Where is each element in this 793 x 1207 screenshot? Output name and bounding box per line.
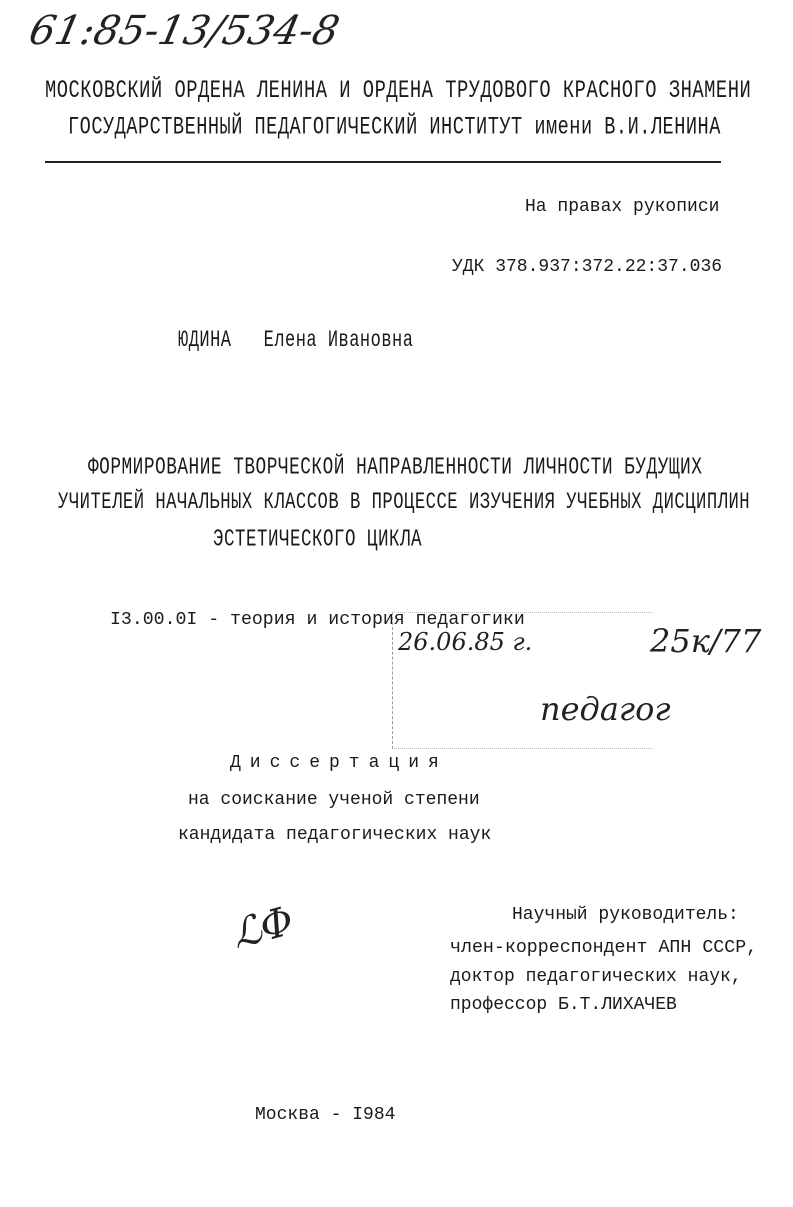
institution-line-2: ГОСУДАРСТВЕННЫЙ ПЕДАГОГИЧЕСКИЙ ИНСТИТУТ имени В.И.ЛЕНИНА [68,113,721,142]
supervisor-line-2: доктор педагогических наук, [450,967,742,987]
udk-code: УДК 378.937:372.22:37.036 [452,257,723,277]
stamp-date: 26.06.85 г. [398,628,533,656]
title-line-2: УЧИТЕЛЕЙ НАЧАЛЬНЫХ КЛАССОВ В ПРОЦЕССЕ ИЗУЧЕНИЯ УЧЕБНЫХ ДИСЦИПЛИН [58,490,751,517]
supervisor-label: Научный руководитель: [512,905,739,925]
header-divider [45,161,721,163]
title-line-3: ЭСТЕТИЧЕСКОГО ЦИКЛА [213,526,423,554]
stamp-department: педагог [540,690,671,728]
degree-line-3: кандидата педагогических наук [178,825,492,845]
institution-line-1: МОСКОВСКИЙ ОРДЕНА ЛЕНИНА И ОРДЕНА ТРУДОВОГО КРАСНОГО ЗНАМЕНИ [45,75,752,105]
title-line-1: ФОРМИРОВАНИЕ ТВОРЧЕСКОЙ НАПРАВЛЕННОСТИ ЛИЧНОСТИ БУДУЩИХ [88,454,703,482]
archive-code: 61:85-13/534-8 [25,8,344,54]
place-year: Москва - I984 [255,1105,396,1125]
degree-line-2: на соискание ученой степени [188,790,480,810]
degree-type: Диссертация [230,753,448,773]
supervisor-line-3: профессор Б.Т.ЛИХАЧЕВ [450,995,677,1015]
stamp-number: 25к/77 [650,622,762,660]
author-name: ЮДИНА Елена Ивановна [178,328,414,355]
supervisor-line-1: член-корреспондент АПН СССР, [450,938,758,958]
manuscript-note: На правах рукописи [525,197,720,217]
author-signature: ℒΦ [227,897,299,959]
specialty: I3.00.0I - теория и история педагогики [110,610,525,630]
